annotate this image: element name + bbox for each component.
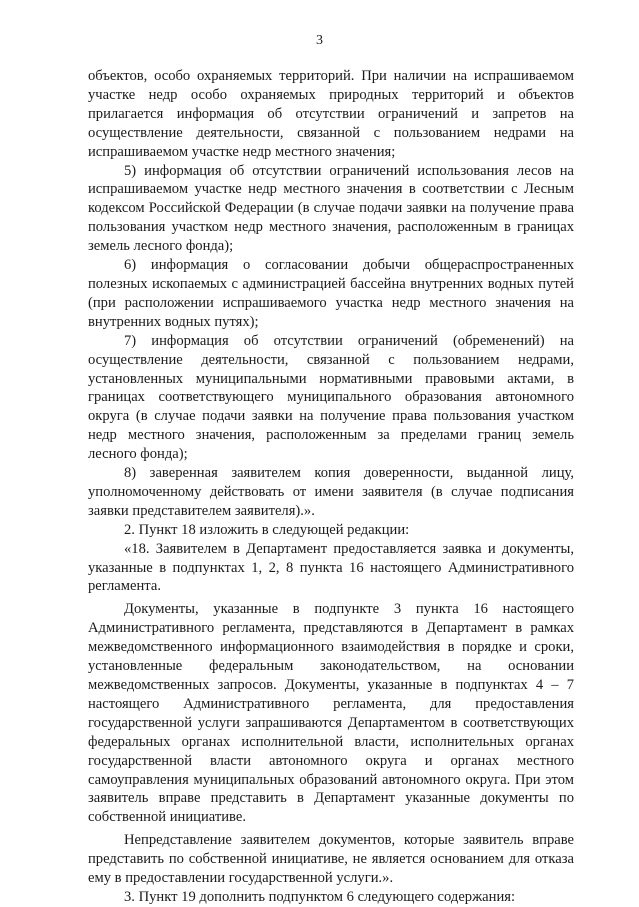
- paragraph-item-8: 8) заверенная заявителем копия доверенности, выданной лицу, уполномоченному действовать от имени заявителя (в случае подписания заявки представителем заявителя).».: [88, 465, 574, 519]
- document-body: [88, 67, 574, 907]
- paragraph-non-submission: Непредставление заявителем документов, которые заявитель вправе представить по собственной инициативе, не является основанием для отказа ему в предоставлении государственной услуги.».: [88, 832, 574, 887]
- paragraph-documents-interagency: Документы, указанные в подпункте 3 пункта 16 настоящего Административного регламента, представляются в Департамент в рамках межведомственного информационного взаимодействия в порядке и сроки, установленные федеральным законодательством, на основании межведомственных запросов. Документы, указанные в подпунктах 4 – 7 настоящего Административного регламента, для предоставления государственной услуги запрашиваются Департаментом в соответствующих федеральных органах исполнительной власти, исполнительных органах государственной власти автономного округа и органах местного самоуправления муниципальных образований автономного округа. При этом заявитель вправе представить в Департамент указанные документы по собственной инициативе.: [88, 601, 574, 826]
- paragraph-item-5: 5) информация об отсутствии ограничений использования лесов на испрашиваемом участке недр местного значения в соответствии с Лесным кодексом Российской Федерации (в случае подачи заявки на получение права пользования участком недр местного значения, расположенным в границах земель лесного фонда);: [88, 162, 574, 255]
- paragraph-amendment-2: 2. Пункт 18 изложить в следующей редакции:: [124, 521, 410, 538]
- page-number: 3: [316, 33, 323, 48]
- paragraph-item-6: 6) информация о согласовании добычи общераспространенных полезных ископаемых с администрацией бассейна внутренних водных путей (при расположении испрашиваемого участка недр местного значения на внутренних водных путях);: [88, 257, 574, 330]
- paragraph-amendment-3: 3. Пункт 19 дополнить подпунктом 6 следующего содержания:: [124, 888, 516, 905]
- paragraph-clause-18: «18. Заявителем в Департамент предоставляется заявка и документы, указанные в подпунктах 1, 2, 8 пункта 16 настоящего Административного регламента.: [88, 540, 574, 595]
- paragraph-item-7: 7) информация об отсутствии ограничений (обременений) на осуществление деятельности, связанной с пользованием недрами, установленных муниципальными нормативными правовыми актами, в границах соответствующего муниципального образования автономного округа (в случае подачи заявки на получение права пользования участком недр местного значения, расположенным за пределами границ земель лесного фонда);: [88, 332, 574, 463]
- paragraph-continuation: объектов, особо охраняемых территорий. При наличии на испрашиваемом участке недр особо охраняемых природных территорий и объектов прилагается информация об отсутствии ограничений и запретов на осуществление деятельности, связанной с пользованием недрами на испрашиваемом участке недр местного значения;: [88, 68, 574, 160]
